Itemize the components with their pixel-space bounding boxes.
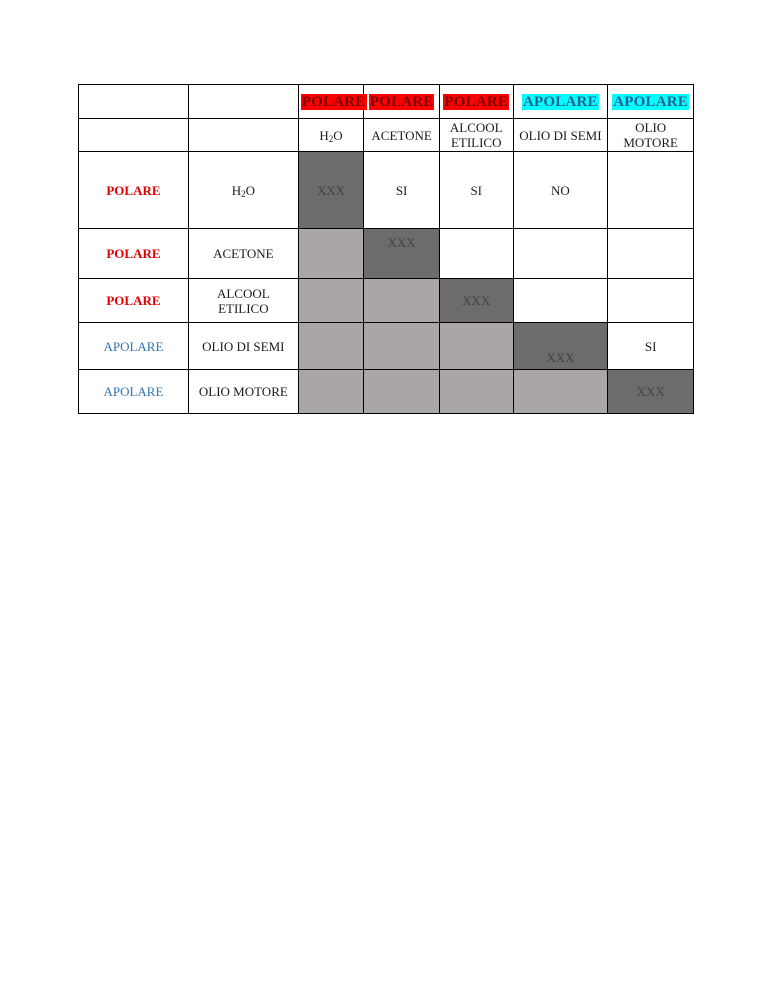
polarity-tag: POLARE <box>444 93 509 110</box>
shaded-cell <box>298 229 364 279</box>
shaded-cell <box>439 370 513 414</box>
row-substance-label: ALCOOL ETILICO <box>188 279 298 323</box>
result-cell: SI <box>439 152 513 229</box>
result-cell <box>439 229 513 279</box>
result-cell <box>513 229 608 279</box>
header-polarity-row <box>79 85 694 119</box>
header-substance-row <box>79 119 694 152</box>
row-substance-label: ACETONE <box>188 229 298 279</box>
diagonal-cell: XXX <box>298 152 364 229</box>
table-row <box>79 370 694 414</box>
table-row <box>79 323 694 370</box>
row-polarity-label: POLARE <box>79 279 189 323</box>
result-cell: NO <box>513 152 608 229</box>
header-tag-cell <box>513 85 608 119</box>
shaded-cell <box>439 323 513 370</box>
result-cell: SI <box>364 152 440 229</box>
header-tag-cell <box>439 85 513 119</box>
diagonal-cell: XXX <box>608 370 694 414</box>
diagonal-cell: XXX <box>439 279 513 323</box>
result-cell <box>608 152 694 229</box>
header-tag-cell <box>608 85 694 119</box>
corner-cell <box>188 85 298 119</box>
row-substance-label: OLIO MOTORE <box>188 370 298 414</box>
row-polarity-label: POLARE <box>79 229 189 279</box>
table-row <box>79 279 694 323</box>
shaded-cell <box>298 323 364 370</box>
corner-cell <box>79 119 189 152</box>
row-polarity-label: APOLARE <box>79 323 189 370</box>
header-substance-cell: ALCOOL ETILICO <box>439 119 513 152</box>
polarity-tag: APOLARE <box>613 93 689 110</box>
table-row <box>79 229 694 279</box>
header-tag-cell <box>298 85 364 119</box>
solubility-table <box>78 84 694 414</box>
header-substance-cell: OLIO DI SEMI <box>513 119 608 152</box>
header-substance-cell: $H_2O$ <box>298 119 364 152</box>
polarity-tag: APOLARE <box>523 93 598 110</box>
row-substance-label: OLIO DI SEMI <box>188 323 298 370</box>
corner-cell <box>79 85 189 119</box>
diagonal-cell: XXX <box>364 229 440 279</box>
row-polarity-label: POLARE <box>79 152 189 229</box>
result-cell <box>608 279 694 323</box>
table-row <box>79 152 694 229</box>
polarity-tag: POLARE <box>369 93 434 110</box>
result-cell <box>513 279 608 323</box>
result-cell: SI <box>608 323 694 370</box>
result-cell <box>608 229 694 279</box>
shaded-cell <box>364 323 440 370</box>
shaded-cell <box>364 370 440 414</box>
header-substance-cell: ACETONE <box>364 119 440 152</box>
header-substance-cell: OLIO MOTORE <box>608 119 694 152</box>
header-tag-cell <box>364 85 440 119</box>
shaded-cell <box>298 370 364 414</box>
shaded-cell <box>364 279 440 323</box>
polarity-tag: POLARE <box>301 93 366 110</box>
shaded-cell <box>513 370 608 414</box>
diagonal-cell: XXX <box>513 323 608 370</box>
shaded-cell <box>298 279 364 323</box>
corner-cell <box>188 119 298 152</box>
row-polarity-label: APOLARE <box>79 370 189 414</box>
row-substance-label: $H_2O$ <box>188 152 298 229</box>
